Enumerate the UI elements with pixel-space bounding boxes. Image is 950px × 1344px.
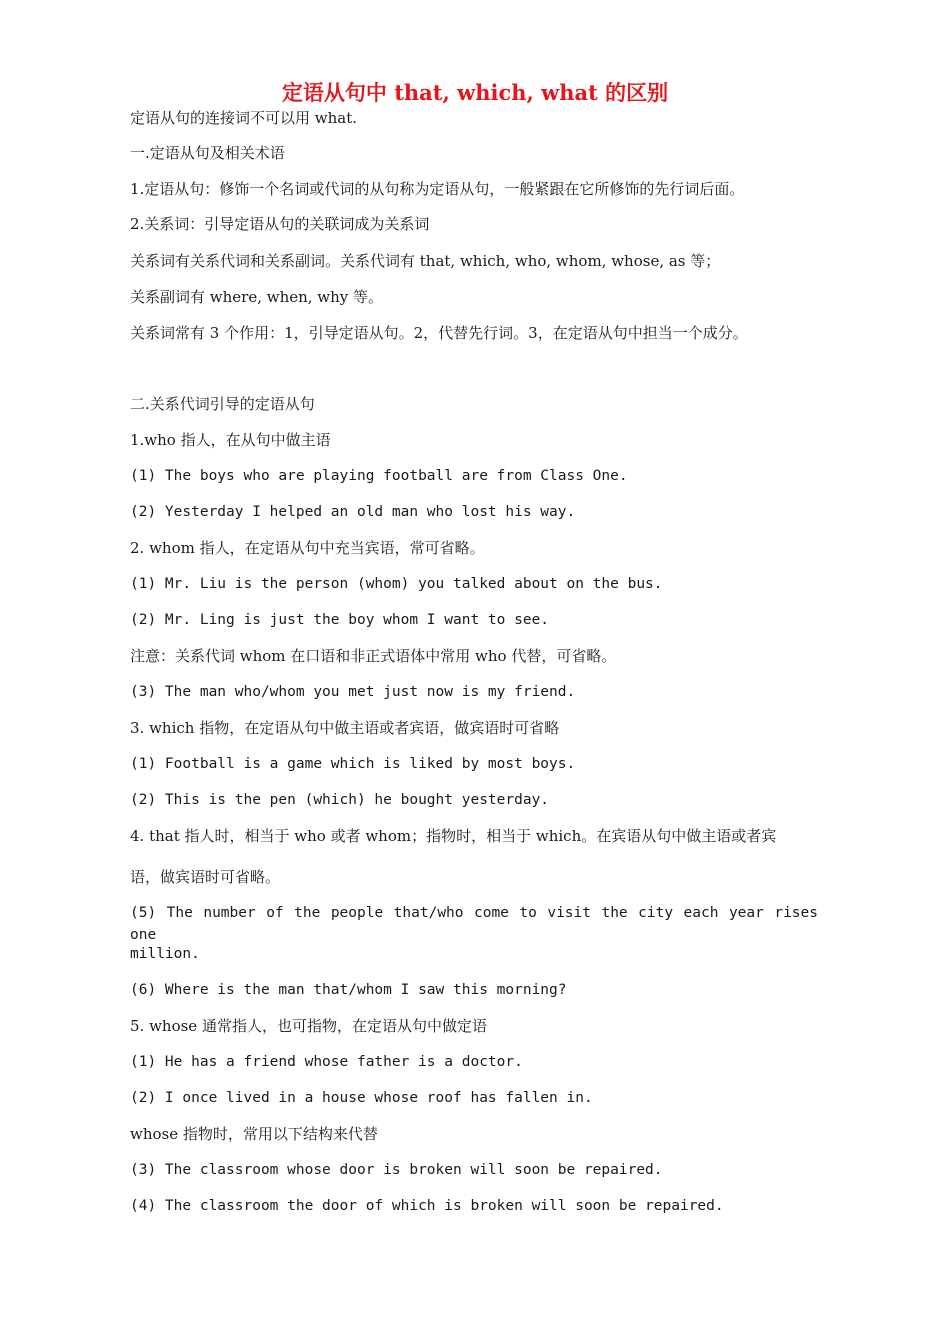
example-sentence: million. <box>130 946 200 962</box>
example-sentence: (1) Mr. Liu is the person (whom) you talked about on the bus. <box>130 576 663 592</box>
text-line: 2.关系词：引导定语从句的关联词成为关系词 <box>130 215 430 233</box>
example-sentence: (2) Mr. Ling is just the boy whom I want to see. <box>130 612 550 628</box>
example-sentence: (1) Football is a game which is liked by most boys. <box>130 756 576 772</box>
text-line: 3. which 指物，在定语从句中做主语或者宾语，做宾语时可省略 <box>130 719 560 737</box>
example-sentence: (1) The boys who are playing football are from Class One. <box>130 468 628 484</box>
example-sentence: (2) I once lived in a house whose roof has fallen in. <box>130 1090 593 1106</box>
section-heading: 二.关系代词引导的定语从句 <box>130 395 315 413</box>
example-sentence: (3) The classroom whose door is broken will soon be repaired. <box>130 1162 663 1178</box>
text-line: whose 指物时，常用以下结构来代替 <box>130 1125 378 1143</box>
example-sentence: (1) He has a friend whose father is a doctor. <box>130 1054 523 1070</box>
text-line: 关系词有关系代词和关系副词。关系代词有 that, which, who, whom, whose, as 等； <box>130 252 721 270</box>
example-sentence: (4) The classroom the door of which is broken will soon be repaired. <box>130 1198 724 1214</box>
text-line: 4. that 指人时，相当于 who 或者 whom；指物时，相当于 which。在宾语从句中做主语或者宾 <box>130 827 777 845</box>
document-title: 定语从句中 that, which, what 的区别 <box>281 80 669 105</box>
section-heading: 一.定语从句及相关术语 <box>130 144 285 162</box>
text-line: 关系词常有 3 个作用：1，引导定语从句。2，代替先行词。3，在定语从句中担当一个成分。 <box>130 324 748 342</box>
text-line: 2. whom 指人，在定语从句中充当宾语，常可省略。 <box>130 539 485 557</box>
example-sentence: (2) Yesterday I helped an old man who lost his way. <box>130 504 576 520</box>
text-line: 1.定语从句：修饰一个名词或代词的从句称为定语从句，一般紧跟在它所修饰的先行词后面。 <box>130 180 745 198</box>
example-sentence: (3) The man who/whom you met just now is my friend. <box>130 684 576 700</box>
text-line: 关系副词有 where, when, why 等。 <box>130 288 384 306</box>
example-sentence: (6) Where is the man that/whom I saw this morning? <box>130 982 567 998</box>
text-line: 语，做宾语时可省略。 <box>130 868 281 886</box>
note-line: 注意：关系代词 whom 在口语和非正式语体中常用 who 代替，可省略。 <box>130 647 617 665</box>
example-sentence: (2) This is the pen (which) he bought yesterday. <box>130 792 550 808</box>
text-line: 5. whose 通常指人，也可指物，在定语从句中做定语 <box>130 1017 487 1035</box>
example-sentence: (5) The number of the people that/who come to visit the city each year rises one <box>130 905 818 943</box>
text-line: 定语从句的连接词不可以用 what. <box>130 109 358 127</box>
text-line: 1.who 指人，在从句中做主语 <box>130 431 331 449</box>
